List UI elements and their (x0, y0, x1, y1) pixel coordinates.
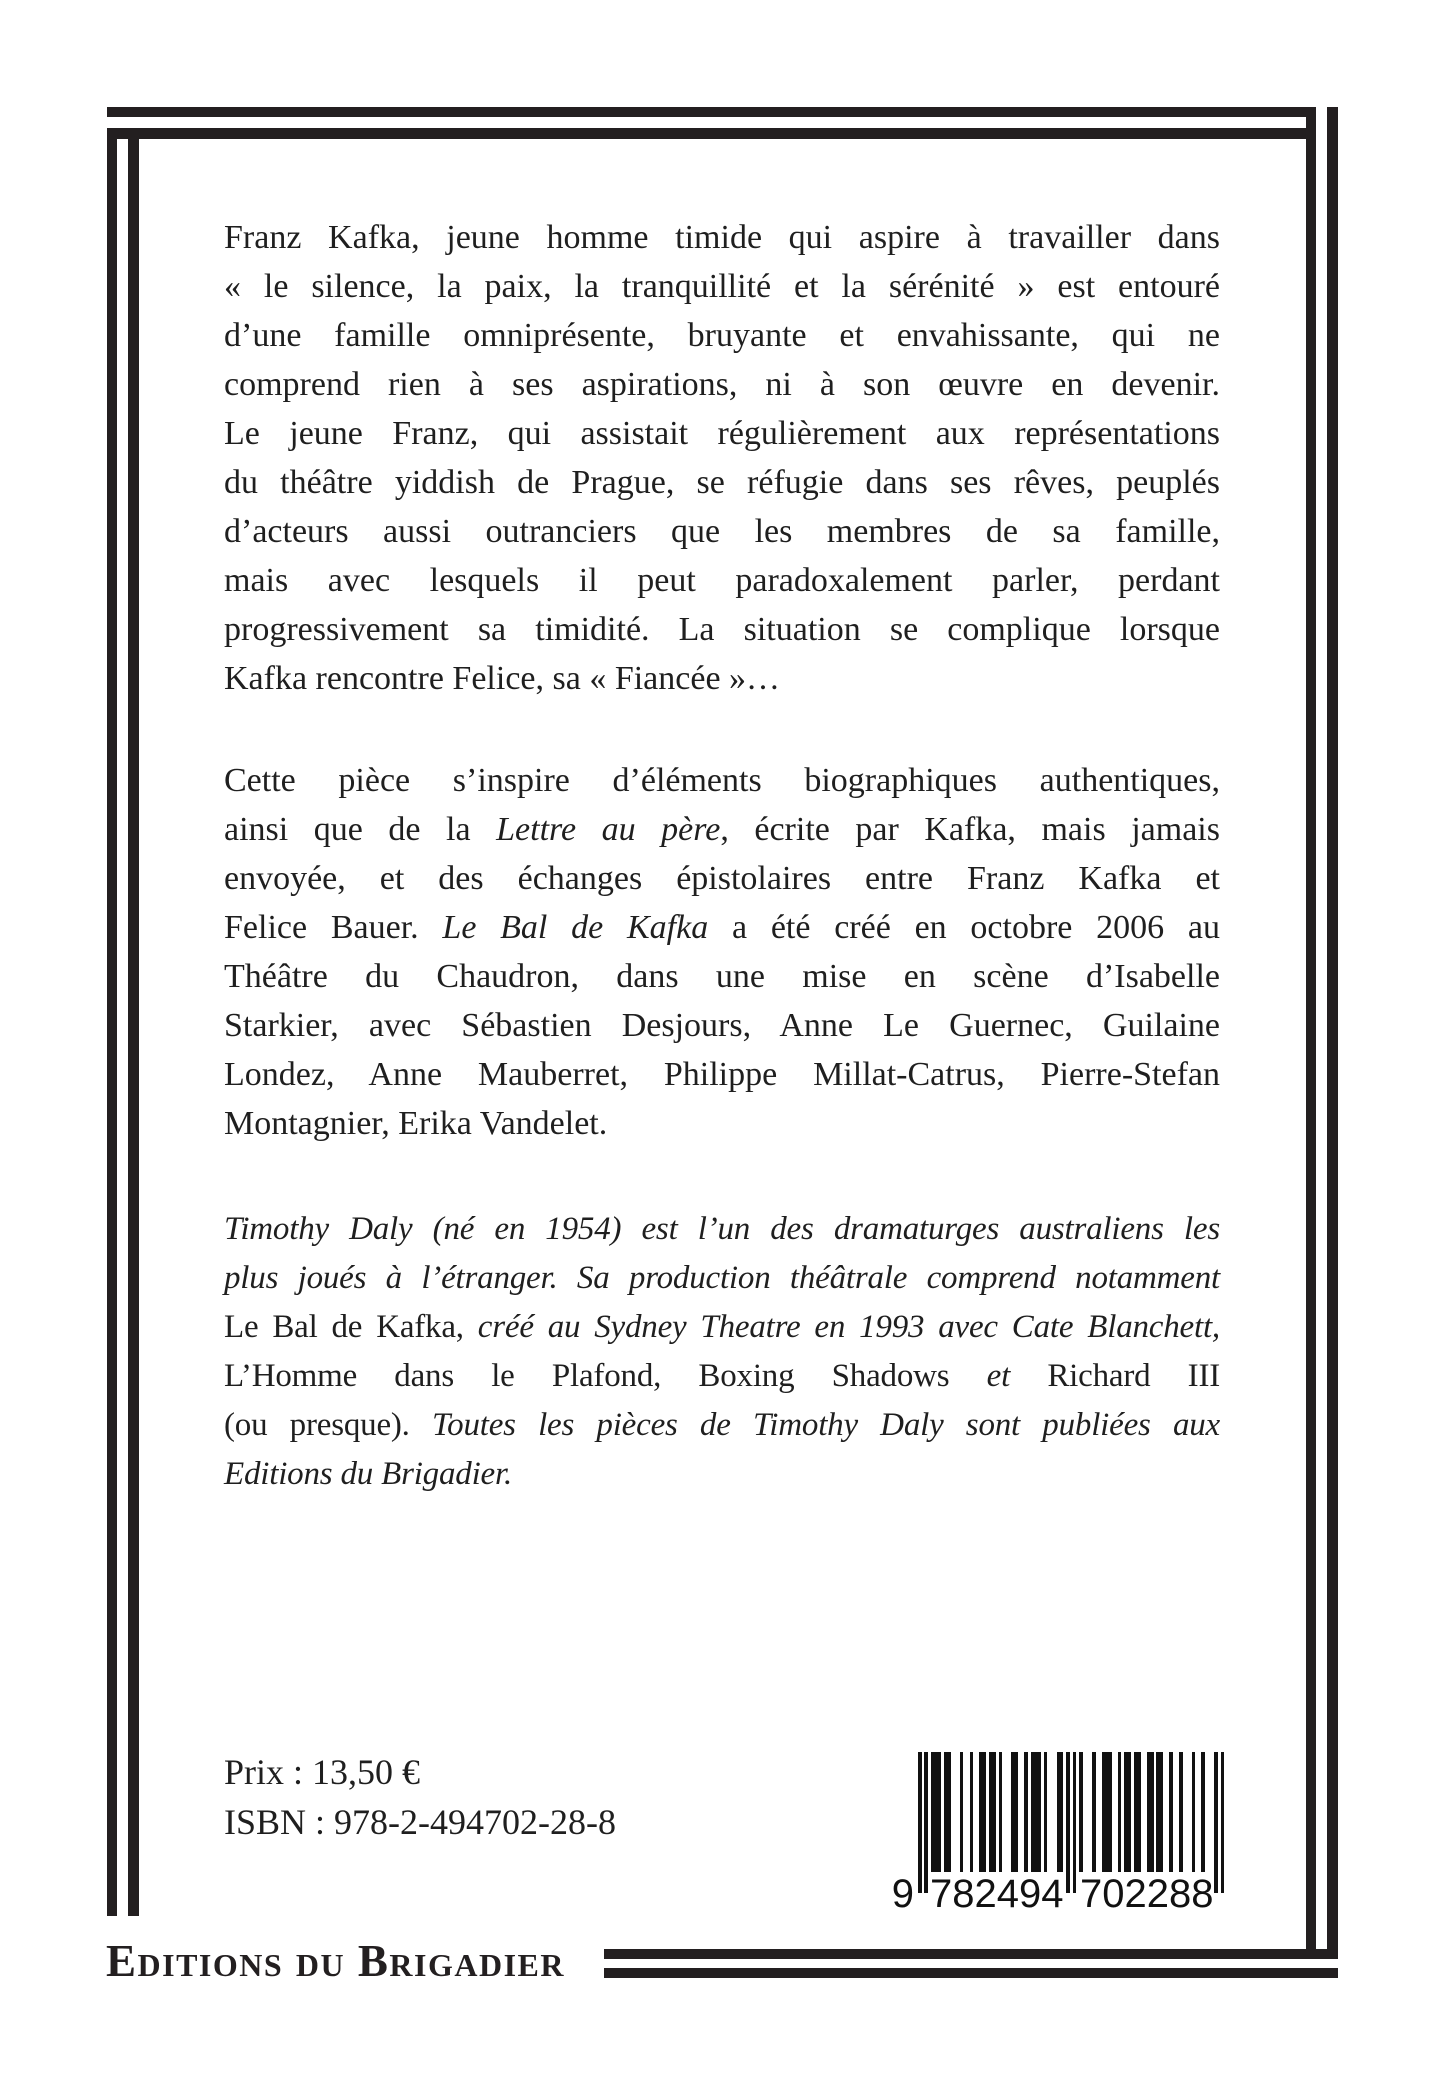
body-line (224, 756, 1220, 805)
roman-text-segment: Franz Kafka, jeune homme timide qui aspire à travailler dans (224, 219, 1220, 256)
barcode-bar (1092, 1752, 1096, 1872)
italic-text-segment: Le Bal de Kafka (442, 909, 709, 946)
barcode-bar (970, 1752, 974, 1872)
barcode-digit-group1: 782494 (930, 1872, 1064, 1916)
italic-text-segment: Editions du Brigadier. (224, 1456, 513, 1492)
roman-text-segment: d’une famille omniprésente, bruyante et envahissante, qui ne (224, 317, 1220, 354)
body-line (224, 605, 1220, 654)
roman-text-segment: progressivement sa timidité. La situation se complique lorsque (224, 611, 1220, 648)
roman-text-segment: « le silence, la paix, la tranquillité et la sérénité » est entouré (224, 268, 1220, 305)
roman-text-segment: Montagnier, Erika Vandelet. (224, 1105, 608, 1142)
publisher-name: Editions du Brigadier (106, 1936, 565, 1986)
roman-text-segment: Le Bal de Kafka, (224, 1309, 478, 1345)
body-line (224, 1401, 1220, 1450)
barcode-bar (1169, 1752, 1173, 1872)
frame-right-rule-outer (1327, 107, 1338, 1959)
barcode-bar (1079, 1752, 1083, 1872)
barcode-bar (1060, 1752, 1064, 1872)
roman-text-segment: Théâtre du Chaudron, dans une mise en scène d’Isabelle (224, 958, 1220, 995)
body-line (224, 1205, 1220, 1254)
barcode-bar (1024, 1752, 1028, 1872)
italic-text-segment: et (986, 1358, 1048, 1394)
frame-top-rule-outer (107, 107, 1316, 117)
barcode-bar (1073, 1752, 1077, 1893)
barcode-bar (937, 1752, 941, 1872)
barcode-bar (918, 1752, 922, 1893)
barcode-bar (924, 1752, 928, 1893)
barcode-bar (1201, 1752, 1205, 1872)
roman-text-segment: Starkier, avec Sébastien Desjours, Anne Le Guernec, Guilaine (224, 1007, 1220, 1044)
body-line (224, 409, 1220, 458)
roman-text-segment: (ou presque). (224, 1407, 433, 1443)
roman-text-segment: , écrite par Kafka, mais jamais (720, 811, 1220, 848)
barcode-bar (1221, 1752, 1225, 1893)
body-line (224, 507, 1220, 556)
barcode-bar (1037, 1752, 1041, 1872)
paragraph-1 (224, 213, 1220, 703)
paragraph-3 (224, 1205, 1220, 1499)
body-line (224, 1352, 1220, 1401)
barcode-bar (1066, 1752, 1070, 1893)
barcode-digit-group2: 702288 (1080, 1872, 1214, 1916)
roman-text-segment: Le jeune Franz, qui assistait régulièrement aux représentations (224, 415, 1220, 452)
ean13-barcode (891, 1752, 1224, 1916)
body-line (224, 1450, 1220, 1499)
roman-text-segment: a été créé en octobre 2006 au (708, 909, 1220, 946)
roman-text-segment: comprend rien à ses aspirations, ni à son œuvre en devenir. (224, 366, 1220, 403)
barcode-bar (960, 1752, 964, 1872)
paragraph-2 (224, 756, 1220, 1148)
italic-text-segment: plus joués à l’étranger. Sa production théâtrale comprend notamment (224, 1260, 1220, 1296)
body-line (224, 213, 1220, 262)
body-line (224, 903, 1220, 952)
barcode-bar (1044, 1752, 1048, 1872)
barcode-bar (992, 1752, 996, 1872)
frame-left-rule-inner (128, 139, 139, 1916)
roman-text-segment: Richard III (1047, 1358, 1221, 1394)
body-line (224, 1303, 1220, 1352)
roman-text-segment: Felice Bauer. (224, 909, 443, 946)
body-line (224, 458, 1220, 507)
price-block (224, 1747, 616, 1847)
price-line: Prix : 13,50 € (224, 1752, 421, 1792)
roman-text-segment: d’acteurs aussi outranciers que les membres de sa famille, (224, 513, 1220, 550)
barcode-bar (1160, 1752, 1164, 1872)
isbn-line: ISBN : 978-2-494702-28-8 (224, 1802, 616, 1842)
italic-text-segment: Timothy Daly (né en 1954) est l’un des dramaturges australiens les (224, 1211, 1220, 1247)
roman-text-segment: L’Homme dans le Plafond, Boxing Shadows (224, 1358, 987, 1394)
body-line (224, 1001, 1220, 1050)
body-line (224, 952, 1220, 1001)
frame-left-rule-outer (107, 128, 117, 1916)
body-line (224, 805, 1220, 854)
body-line (224, 1099, 1220, 1148)
barcode-bar (1214, 1752, 1218, 1893)
frame-bottom-rule-lower (604, 1968, 1338, 1978)
body-line (224, 854, 1220, 903)
body-line (224, 654, 1220, 703)
body-line (224, 556, 1220, 605)
roman-text-segment: Cette pièce s’inspire d’éléments biographiques authentiques, (224, 762, 1220, 799)
barcode-bar (1015, 1752, 1019, 1872)
barcode-bar (1150, 1752, 1154, 1872)
barcode-bar (1108, 1752, 1112, 1872)
barcode-bar (982, 1752, 986, 1872)
body-line (224, 360, 1220, 409)
roman-text-segment: Kafka rencontre Felice, sa « Fiancée »… (224, 660, 781, 697)
barcode-bar (1118, 1752, 1122, 1872)
body-line (224, 311, 1220, 360)
italic-text-segment: Toutes les pièces de Timothy Daly sont publiées aux (432, 1407, 1220, 1443)
roman-text-segment: du théâtre yiddish de Prague, se réfugie dans ses rêves, peuplés (224, 464, 1220, 501)
roman-text-segment: envoyée, et des échanges épistolaires entre Franz Kafka et (224, 860, 1220, 897)
barcode-digit-lead: 9 (891, 1872, 914, 1916)
barcode-bar (1179, 1752, 1183, 1872)
body-text (224, 213, 1220, 1499)
roman-text-segment: Londez, Anne Mauberret, Philippe Millat-Catrus, Pierre-Stefan (224, 1056, 1220, 1093)
frame-bottom-rule-upper (604, 1949, 1338, 1959)
body-line (224, 1254, 1220, 1303)
italic-text-segment: Lettre au père (496, 811, 721, 848)
frame-right-rule-inner (1306, 107, 1316, 1949)
frame-top-rule-inner (107, 128, 1306, 139)
barcode-bar (999, 1752, 1003, 1872)
body-line (224, 1050, 1220, 1099)
barcode-bar (1192, 1752, 1196, 1872)
roman-text-segment: mais avec lesquels il peut paradoxalement parler, perdant (224, 562, 1220, 599)
barcode-bar (947, 1752, 951, 1872)
italic-text-segment: créé au Sydney Theatre en 1993 avec Cate Blanchett, (477, 1309, 1220, 1345)
barcode-bar (1127, 1752, 1131, 1872)
roman-text-segment: ainsi que de la (224, 811, 497, 848)
barcode-bar (1137, 1752, 1141, 1872)
body-line (224, 262, 1220, 311)
